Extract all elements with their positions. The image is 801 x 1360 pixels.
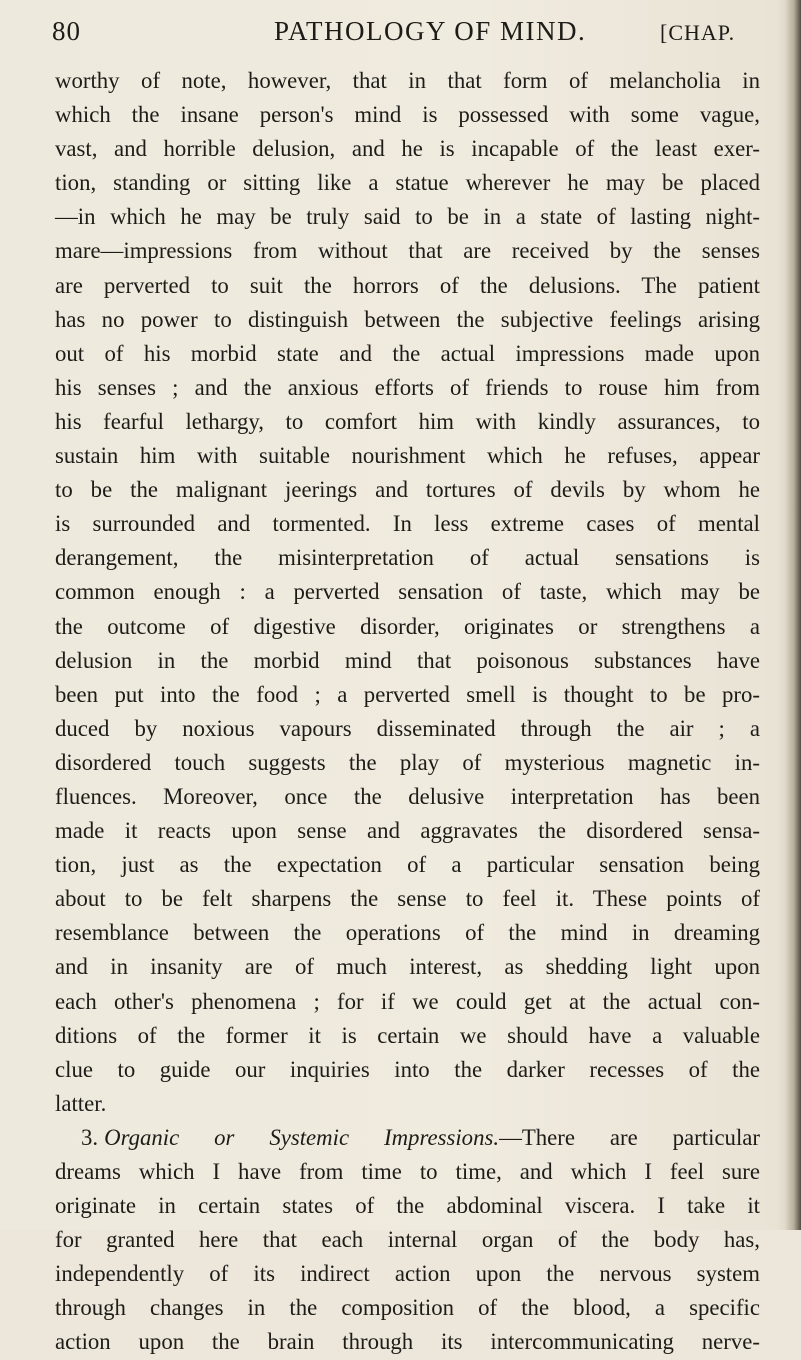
text-line: worthy of note, however, that in that form of melancholia in — [55, 68, 760, 93]
text-line: about to be felt sharpens the sense to feel it. These points of — [55, 886, 760, 912]
text-line: delusion in the morbid mind that poisonous substances have — [55, 647, 760, 673]
page-number: 80 — [52, 16, 81, 46]
text-line: resemblance between the operations of the mind in dreaming — [55, 920, 760, 946]
text-line: —in which he may be truly said to be in a state of lasting night- — [55, 204, 760, 230]
text-line: fluences. Moreover, once the delusive interpretation has been — [55, 783, 760, 809]
text-line: ditions of the former it is certain we should have a valuable — [55, 1022, 760, 1048]
text-line: common enough : a perverted sensation of taste, which may be — [55, 579, 760, 605]
text-line: his fearful lethargy, to comfort him with kindly assurances, to — [55, 408, 760, 434]
text-line: disordered touch suggests the play of mysterious magnetic in- — [55, 749, 760, 775]
text-line: is surrounded and tormented. In less extreme cases of mental — [55, 511, 760, 537]
text-line: vast, and horrible delusion, and he is incapable of the least exer- — [55, 136, 760, 162]
running-title: PATHOLOGY OF MIND. — [274, 16, 587, 46]
chapter-abbrev: [CHAP. — [660, 20, 736, 45]
section-number: 3. — [81, 1124, 99, 1150]
text-line: and in insanity are of much interest, as shedding light upon — [55, 954, 760, 980]
text-line: each other's phenomena ; for if we could get at the actual con- — [55, 988, 760, 1014]
text-line: for granted here that each internal organ of the body has, — [55, 1227, 760, 1253]
text-line: his senses ; and the anxious efforts of friends to rouse him from — [55, 374, 760, 400]
paragraph-melancholia — [55, 64, 760, 1121]
text-line: been put into the food ; a perverted smell is thought to be pro- — [55, 681, 760, 707]
text-line: through changes in the composition of the blood, a specific — [55, 1295, 760, 1321]
section-title: Organic or Systemic Impressions. — [104, 1124, 500, 1150]
text-line: duced by noxious vapours disseminated through the air ; a — [55, 715, 760, 741]
text-line: sustain him with suitable nourishment which he refuses, appear — [55, 443, 760, 469]
page-header — [52, 16, 752, 56]
text-line: made it reacts upon sense and aggravates the disordered sensa- — [55, 818, 760, 844]
text-line: clue to guide our inquiries into the darker recesses of the — [55, 1056, 760, 1082]
text-line: tion, just as the expectation of a particular sensation being — [55, 852, 760, 878]
section-organic-impressions — [55, 1121, 760, 1360]
section-heading-rest: —There are particular — [499, 1124, 760, 1150]
text-line: are perverted to suit the horrors of the delusions. The patient — [55, 272, 760, 298]
page-edge-shadow — [785, 0, 801, 1230]
text-line: action upon the brain through its intercommunicating nerve- — [55, 1329, 760, 1355]
text-line: to be the malignant jeerings and tortures of devils by whom he — [55, 477, 760, 503]
text-line: the outcome of digestive disorder, originates or strengthens a — [55, 613, 760, 639]
text-line: which the insane person's mind is possessed with some vague, — [55, 102, 760, 128]
text-line: tion, standing or sitting like a statue wherever he may be placed — [55, 170, 760, 196]
text-line: has no power to distinguish between the subjective feelings arising — [55, 306, 760, 332]
text-line: dreams which I have from time to time, and which I feel sure — [55, 1159, 760, 1184]
text-line: mare—impressions from without that are received by the senses — [55, 238, 760, 264]
text-line: derangement, the misinterpretation of actual sensations is — [55, 545, 760, 571]
text-line: latter. — [55, 1090, 107, 1116]
text-line: out of his morbid state and the actual impressions made upon — [55, 340, 760, 366]
page-body — [55, 64, 760, 1360]
text-line: independently of its indirect action upon the nervous system — [55, 1261, 760, 1287]
section-heading-line — [55, 1121, 760, 1155]
text-line: originate in certain states of the abdominal viscera. I take it — [55, 1193, 760, 1219]
